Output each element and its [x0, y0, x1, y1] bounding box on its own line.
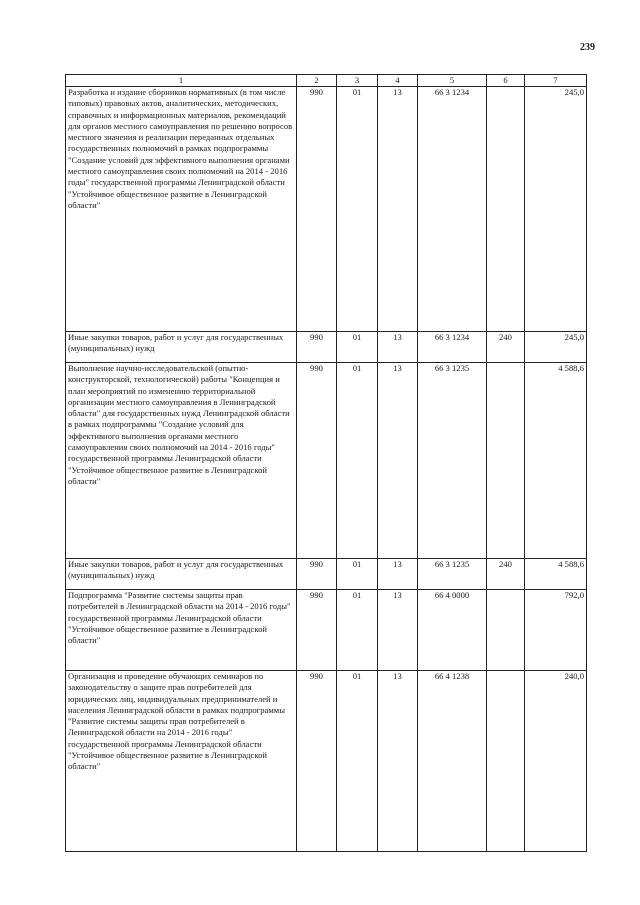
- row-name: Выполнение научно-исследовательской (опытно-конструкторской, технологической) работы "Концепция и план мероприятий по изменению территориальной организации местного самоуправления в Ленинградской области" для государственных нужд Ленинградской области в рамках подпрограммы "Создание условий для эффективного выполнения органами местного самоуправления своих полномочий на 2014 - 2016 годы" государственной программы Ленинградской области "Устойчивое общественное развитие в Ленинградской области": [66, 363, 297, 559]
- row-rz: 01: [337, 332, 378, 363]
- page-number: 239: [580, 42, 595, 53]
- row-sum: 4 588,6: [525, 559, 587, 590]
- row-vr: [487, 590, 525, 671]
- row-vr: [487, 87, 525, 332]
- row-sum: 4 588,6: [525, 363, 587, 559]
- row-name: Разработка и издание сборников нормативных (в том числе типовых) правовых актов, аналитических, методических, справочных и информационных материалов, рекомендаций для органов местного самоуправления по решению вопросов местного значения и реализации переданных отдельных государственных полномочий в рамках подпрограммы "Создание условий для эффективного выполнения органами местного самоуправления своих полномочий на 2014 - 2016 годы" государственной программы Ленинградской области "Устойчивое общественное развитие в Ленинградской области": [66, 87, 297, 332]
- row-pr: 13: [378, 363, 418, 559]
- row-grbs: 990: [297, 332, 337, 363]
- row-pr: 13: [378, 87, 418, 332]
- budget-table: [65, 74, 587, 852]
- row-grbs: 990: [297, 590, 337, 671]
- table-row: [66, 87, 587, 332]
- row-csr: 66 3 1234: [418, 332, 487, 363]
- row-rz: 01: [337, 671, 378, 852]
- row-rz: 01: [337, 363, 378, 559]
- row-sum: 792,0: [525, 590, 587, 671]
- header-row: [66, 75, 587, 87]
- header-col-1: 1: [66, 75, 297, 87]
- header-col-6: 6: [487, 75, 525, 87]
- row-csr: 66 4 0000: [418, 590, 487, 671]
- row-csr: 66 3 1235: [418, 363, 487, 559]
- row-pr: 13: [378, 559, 418, 590]
- table-row: [66, 590, 587, 671]
- table-row: [66, 332, 587, 363]
- row-pr: 13: [378, 671, 418, 852]
- row-rz: 01: [337, 87, 378, 332]
- row-rz: 01: [337, 590, 378, 671]
- row-name: Иные закупки товаров, работ и услуг для государственных (муниципальных) нужд: [66, 332, 297, 363]
- row-csr: 66 3 1235: [418, 559, 487, 590]
- row-grbs: 990: [297, 559, 337, 590]
- table-row: [66, 559, 587, 590]
- row-grbs: 990: [297, 671, 337, 852]
- row-name: Подпрограмма "Развитие системы защиты прав потребителей в Ленинградской области на 2014 - 2016 годы" государственной программы Ленинградской области "Устойчивое общественное развитие в Ленинградской области": [66, 590, 297, 671]
- row-vr: [487, 363, 525, 559]
- row-csr: 66 3 1234: [418, 87, 487, 332]
- header-col-7: 7: [525, 75, 587, 87]
- row-vr: 240: [487, 332, 525, 363]
- table-row: [66, 363, 587, 559]
- row-pr: 13: [378, 590, 418, 671]
- row-name: Иные закупки товаров, работ и услуг для государственных (муниципальных) нужд: [66, 559, 297, 590]
- header-col-4: 4: [378, 75, 418, 87]
- row-pr: 13: [378, 332, 418, 363]
- header-col-2: 2: [297, 75, 337, 87]
- row-vr: [487, 671, 525, 852]
- row-grbs: 990: [297, 87, 337, 332]
- header-col-3: 3: [337, 75, 378, 87]
- row-name: Организация и проведение обучающих семинаров по законодательству о защите прав потребителей для юридических лиц, индивидуальных предпринимателей и населения Ленинградской области в рамках подпрограммы "Развитие системы защиты прав потребителей в Ленинградской области на 2014 - 2016 годы" государственной программы Ленинградской области "Устойчивое общественное развитие в Ленинградской области": [66, 671, 297, 852]
- row-grbs: 990: [297, 363, 337, 559]
- row-csr: 66 4 1238: [418, 671, 487, 852]
- table-row: [66, 671, 587, 852]
- row-sum: 240,0: [525, 671, 587, 852]
- header-col-5: 5: [418, 75, 487, 87]
- row-sum: 245,0: [525, 87, 587, 332]
- row-rz: 01: [337, 559, 378, 590]
- row-sum: 245,0: [525, 332, 587, 363]
- row-vr: 240: [487, 559, 525, 590]
